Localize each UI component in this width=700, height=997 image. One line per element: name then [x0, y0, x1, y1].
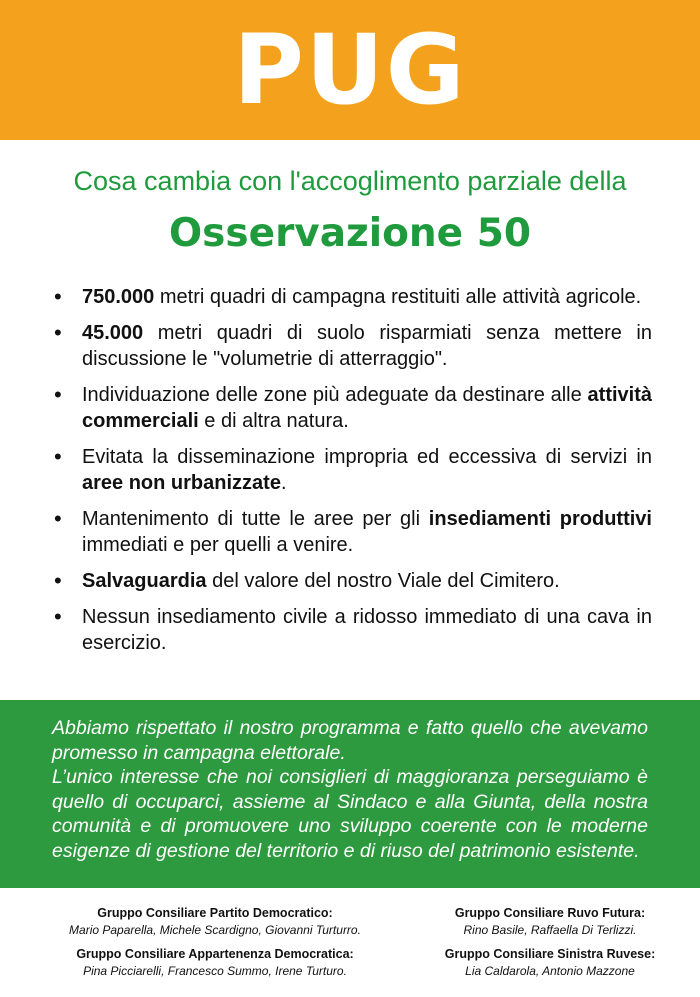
statement-paragraph-1: Abbiamo rispettato il nostro programma e fatto quello che avevamo promesso in campagna elettorale.: [52, 717, 648, 764]
group-members: Lia Caldarola, Antonio Mazzone: [465, 964, 635, 978]
header-banner: [0, 0, 700, 140]
bullet-item: • 45.000 metri quadri di suolo risparmiati senza mettere in discussione le "volumetrie di atterraggio".: [52, 320, 652, 372]
statement-box: [0, 700, 700, 888]
group-members: Rino Basile, Raffaella Di Terlizzi.: [463, 923, 637, 937]
group-sinistra-ruvese: [420, 946, 680, 979]
group-partito-democratico: [40, 905, 390, 938]
group-name: Gruppo Consiliare Appartenenza Democratica:: [76, 947, 354, 961]
bullet-item: • Salvaguardia del valore del nostro Viale del Cimitero.: [52, 568, 652, 594]
bullet-item: • Mantenimento di tutte le aree per gli insediamenti produttivi immediati e per quelli a venire.: [52, 506, 652, 558]
observation-title: Osservazione 50: [169, 211, 531, 256]
header-title: PUG: [233, 14, 467, 126]
signatures-footer: [0, 900, 700, 997]
group-appartenenza-democratica: [40, 946, 390, 979]
subtitle: Cosa cambia con l'accoglimento parziale della: [73, 166, 627, 196]
bullet-item: • Individuazione delle zone più adeguate da destinare alle attività commerciali e di altra natura.: [52, 382, 652, 434]
bullet-list: [52, 284, 652, 666]
bullet-item: • 750.000 metri quadri di campagna restituiti alle attività agricole.: [52, 284, 652, 310]
group-members: Mario Paparella, Michele Scardigno, Giovanni Turturro.: [69, 923, 361, 937]
statement-paragraph-2: L’unico interesse che noi consiglieri di maggioranza perseguiamo è quello di occuparci, assieme al Sindaco e alla Giunta, della nostra comunità e di promuovere uno sviluppo coerente con le moderne esigenze di gestione del territorio e di riuso del patrimonio esistente.: [52, 766, 648, 862]
group-members: Pina Picciarelli, Francesco Summo, Irene Turturo.: [83, 964, 347, 978]
group-name: Gruppo Consiliare Ruvo Futura:: [454, 906, 646, 920]
group-name: Gruppo Consiliare Sinistra Ruvese:: [444, 947, 656, 961]
group-name: Gruppo Consiliare Partito Democratico:: [97, 906, 333, 920]
group-ruvo-futura: [420, 905, 680, 938]
bullet-item: • Evitata la disseminazione impropria ed eccessiva di servizi in aree non urbanizzate.: [52, 444, 652, 496]
bullet-item: • Nessun insediamento civile a ridosso immediato di una cava in esercizio.: [52, 604, 652, 656]
